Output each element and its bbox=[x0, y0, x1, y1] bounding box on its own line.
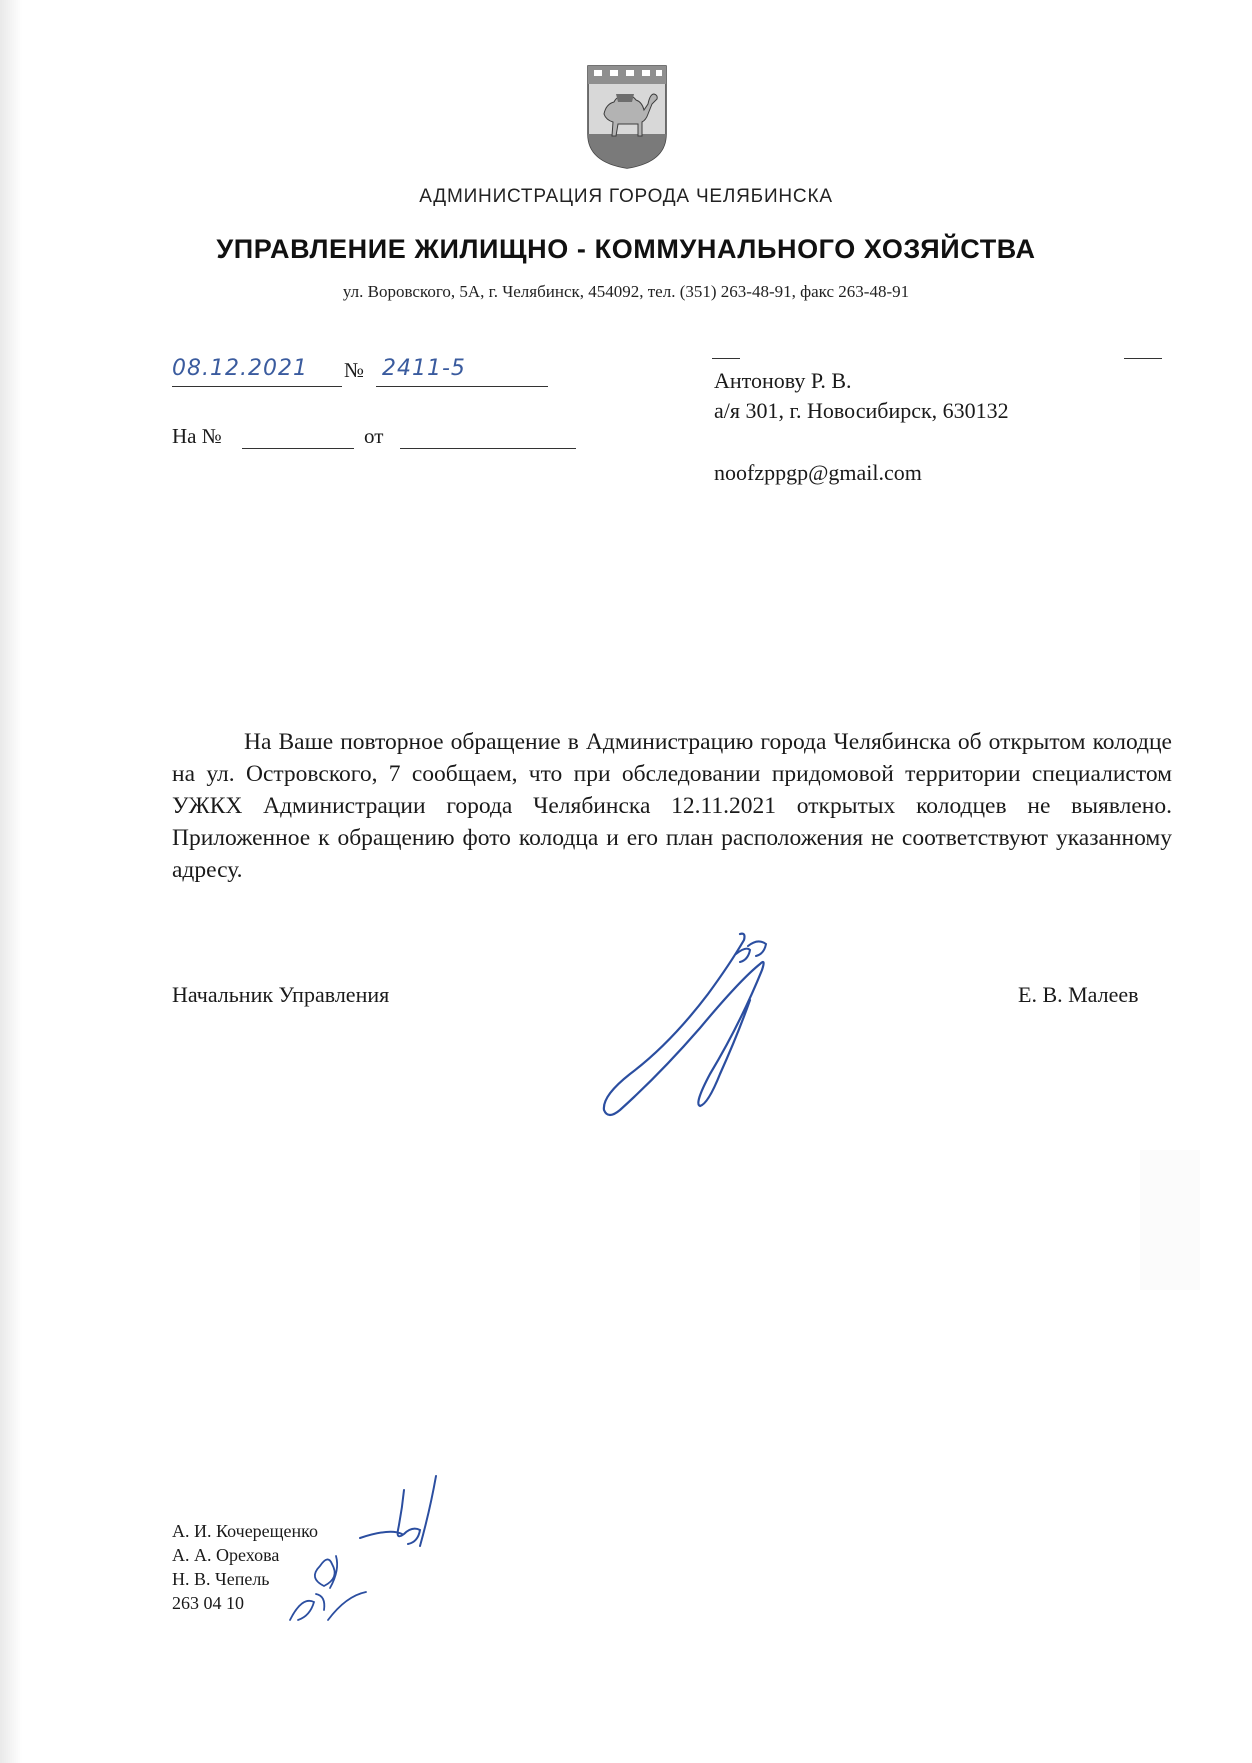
registration-date: 08.12.2021 bbox=[172, 356, 308, 381]
body-paragraph: На Ваше повторное обращение в Администрацию города Челябинска об открытом колодце на ул. Островского, 7 сообщаем, что при обследовании придомовой территории специалистом УЖКХ Администрации города Челябинска 12.11.2021 открытых колодцев не выявлено. Приложенное к обращению фото колодца и его план расположения не соответствуют указанному адресу. bbox=[172, 729, 1172, 883]
reference-from-label: от bbox=[364, 424, 384, 448]
recipient-name: Антонову Р. В. bbox=[714, 368, 852, 393]
executor-initials-handwritten bbox=[280, 1470, 480, 1640]
executor-2: А. А. Орехова bbox=[172, 1545, 280, 1565]
recipient-email: noofzppgp@gmail.com bbox=[714, 460, 922, 485]
reference-date-line bbox=[400, 448, 576, 449]
signer-name: Е. В. Малеев bbox=[1018, 982, 1139, 1007]
reference-label: На № bbox=[172, 424, 222, 448]
letter-body bbox=[172, 726, 1172, 886]
recipient-address: а/я 301, г. Новосибирск, 630132 bbox=[714, 398, 1009, 423]
recipient-corner-left bbox=[712, 358, 740, 359]
reference-number-line bbox=[242, 448, 354, 449]
registration-number: 2411-5 bbox=[382, 356, 466, 381]
city-emblem-icon bbox=[586, 64, 668, 170]
department-contacts: ул. Воровского, 5А, г. Челябинск, 454092, тел. (351) 263-48-91, факс 263-48-91 bbox=[342, 282, 910, 301]
recipient-corner-right bbox=[1124, 358, 1162, 359]
executor-1: А. И. Кочерещенко bbox=[172, 1521, 318, 1541]
signer-position: Начальник Управления bbox=[172, 982, 390, 1007]
signature-handwritten bbox=[590, 924, 830, 1124]
number-label: № bbox=[344, 358, 365, 382]
department-name: УПРАВЛЕНИЕ ЖИЛИЩНО - КОММУНАЛЬНОГО ХОЗЯЙСТВА bbox=[216, 234, 1036, 264]
date-underline bbox=[172, 386, 342, 387]
administration-name: АДМИНИСТРАЦИЯ ГОРОДА ЧЕЛЯБИНСКА bbox=[419, 186, 833, 207]
number-underline bbox=[376, 386, 548, 387]
scan-noise bbox=[1140, 1150, 1200, 1290]
executor-phone: 263 04 10 bbox=[172, 1593, 244, 1613]
executor-3: Н. В. Чепель bbox=[172, 1569, 270, 1589]
